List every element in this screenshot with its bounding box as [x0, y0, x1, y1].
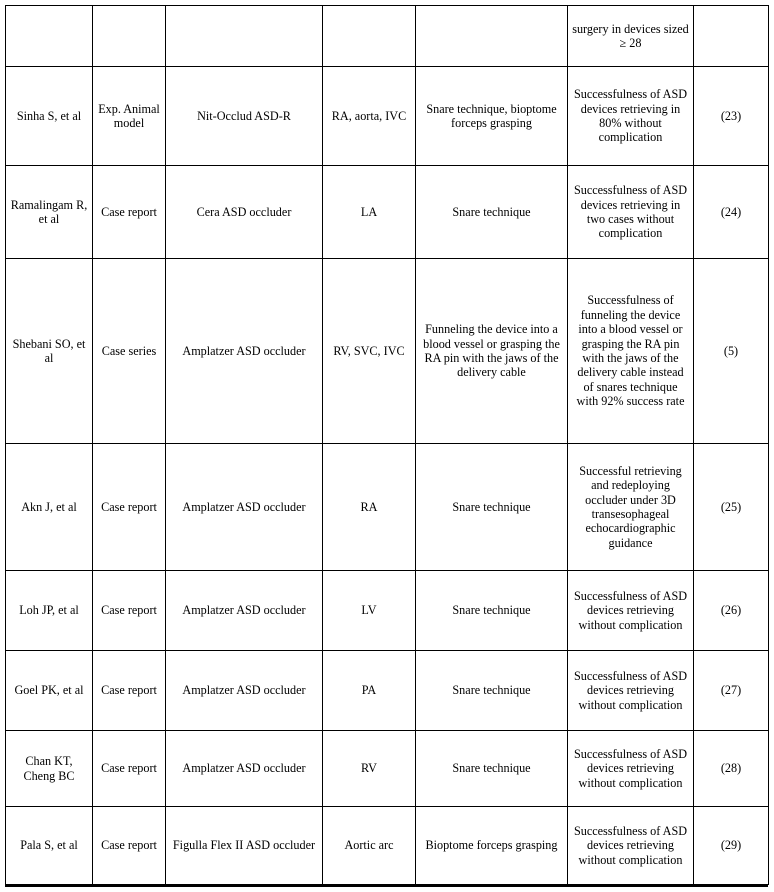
cell-reference: (26)	[694, 571, 769, 651]
cell-author	[6, 6, 93, 67]
cell-design: Case series	[93, 259, 166, 444]
cell-design: Case report	[93, 731, 166, 807]
cell-device: Amplatzer ASD occluder	[166, 259, 323, 444]
table-row	[6, 67, 769, 166]
cell-device: Cera ASD occluder	[166, 166, 323, 259]
table-row	[6, 731, 769, 807]
cell-outcome: surgery in devices sized ≥ 28	[568, 6, 694, 67]
cell-device: Amplatzer ASD occluder	[166, 731, 323, 807]
table-row	[6, 6, 769, 67]
cell-outcome: Successfulness of funneling the device into a blood vessel or grasping the RA pin with the jaws of the delivery cable instead of snares technique with 92% success rate	[568, 259, 694, 444]
cell-location: RA	[323, 444, 416, 571]
cell-author: Akn J, et al	[6, 444, 93, 571]
cell-design: Case report	[93, 444, 166, 571]
table-row	[6, 259, 769, 444]
cell-reference: (23)	[694, 67, 769, 166]
cell-author: Chan KT, Cheng BC	[6, 731, 93, 807]
cell-outcome: Successfulness of ASD devices retrieving without complication	[568, 807, 694, 885]
cell-outcome: Successful retrieving and redeploying occluder under 3D transesophageal echocardiographic guidance	[568, 444, 694, 571]
cell-design	[93, 6, 166, 67]
cell-author: Sinha S, et al	[6, 67, 93, 166]
cell-outcome: Successfulness of ASD devices retrieving in two cases without complication	[568, 166, 694, 259]
cell-reference: (5)	[694, 259, 769, 444]
study-summary-table	[5, 5, 769, 885]
cell-technique: Funneling the device into a blood vessel or grasping the RA pin with the jaws of the delivery cable	[416, 259, 568, 444]
table-row	[6, 651, 769, 731]
cell-design: Exp. Animal model	[93, 67, 166, 166]
cell-reference: (28)	[694, 731, 769, 807]
cell-location: RV, SVC, IVC	[323, 259, 416, 444]
cell-design: Case report	[93, 807, 166, 885]
cell-device	[166, 6, 323, 67]
cell-location: RA, aorta, IVC	[323, 67, 416, 166]
cell-technique: Snare technique, bioptome forceps grasping	[416, 67, 568, 166]
cell-technique: Snare technique	[416, 444, 568, 571]
cell-device: Amplatzer ASD occluder	[166, 444, 323, 571]
cell-author: Loh JP, et al	[6, 571, 93, 651]
cell-technique: Bioptome forceps grasping	[416, 807, 568, 885]
cell-location	[323, 6, 416, 67]
cell-author: Pala S, et al	[6, 807, 93, 885]
cell-technique: Snare technique	[416, 651, 568, 731]
cell-device: Figulla Flex II ASD occluder	[166, 807, 323, 885]
cell-outcome: Successfulness of ASD devices retrieving without complication	[568, 651, 694, 731]
cell-technique	[416, 6, 568, 67]
cell-outcome: Successfulness of ASD devices retrieving in 80% without complication	[568, 67, 694, 166]
cell-reference: (29)	[694, 807, 769, 885]
cell-location: PA	[323, 651, 416, 731]
cell-reference: (24)	[694, 166, 769, 259]
cell-reference: (27)	[694, 651, 769, 731]
table-row	[6, 571, 769, 651]
cell-design: Case report	[93, 651, 166, 731]
table-row	[6, 807, 769, 885]
cell-device: Amplatzer ASD occluder	[166, 571, 323, 651]
cell-author: Ramalingam R, et al	[6, 166, 93, 259]
cell-location: LV	[323, 571, 416, 651]
cell-device: Nit-Occlud ASD-R	[166, 67, 323, 166]
cell-design: Case report	[93, 571, 166, 651]
cell-author: Shebani SO, et al	[6, 259, 93, 444]
cell-outcome: Successfulness of ASD devices retrieving without complication	[568, 731, 694, 807]
table-row	[6, 166, 769, 259]
cell-location: LA	[323, 166, 416, 259]
cell-author: Goel PK, et al	[6, 651, 93, 731]
page-bottom-rule	[5, 884, 768, 887]
cell-location: RV	[323, 731, 416, 807]
cell-location: Aortic arc	[323, 807, 416, 885]
cell-device: Amplatzer ASD occluder	[166, 651, 323, 731]
cell-technique: Snare technique	[416, 571, 568, 651]
cell-reference: (25)	[694, 444, 769, 571]
cell-technique: Snare technique	[416, 731, 568, 807]
cell-reference	[694, 6, 769, 67]
cell-technique: Snare technique	[416, 166, 568, 259]
cell-design: Case report	[93, 166, 166, 259]
table-row	[6, 444, 769, 571]
cell-outcome: Successfulness of ASD devices retrieving without complication	[568, 571, 694, 651]
